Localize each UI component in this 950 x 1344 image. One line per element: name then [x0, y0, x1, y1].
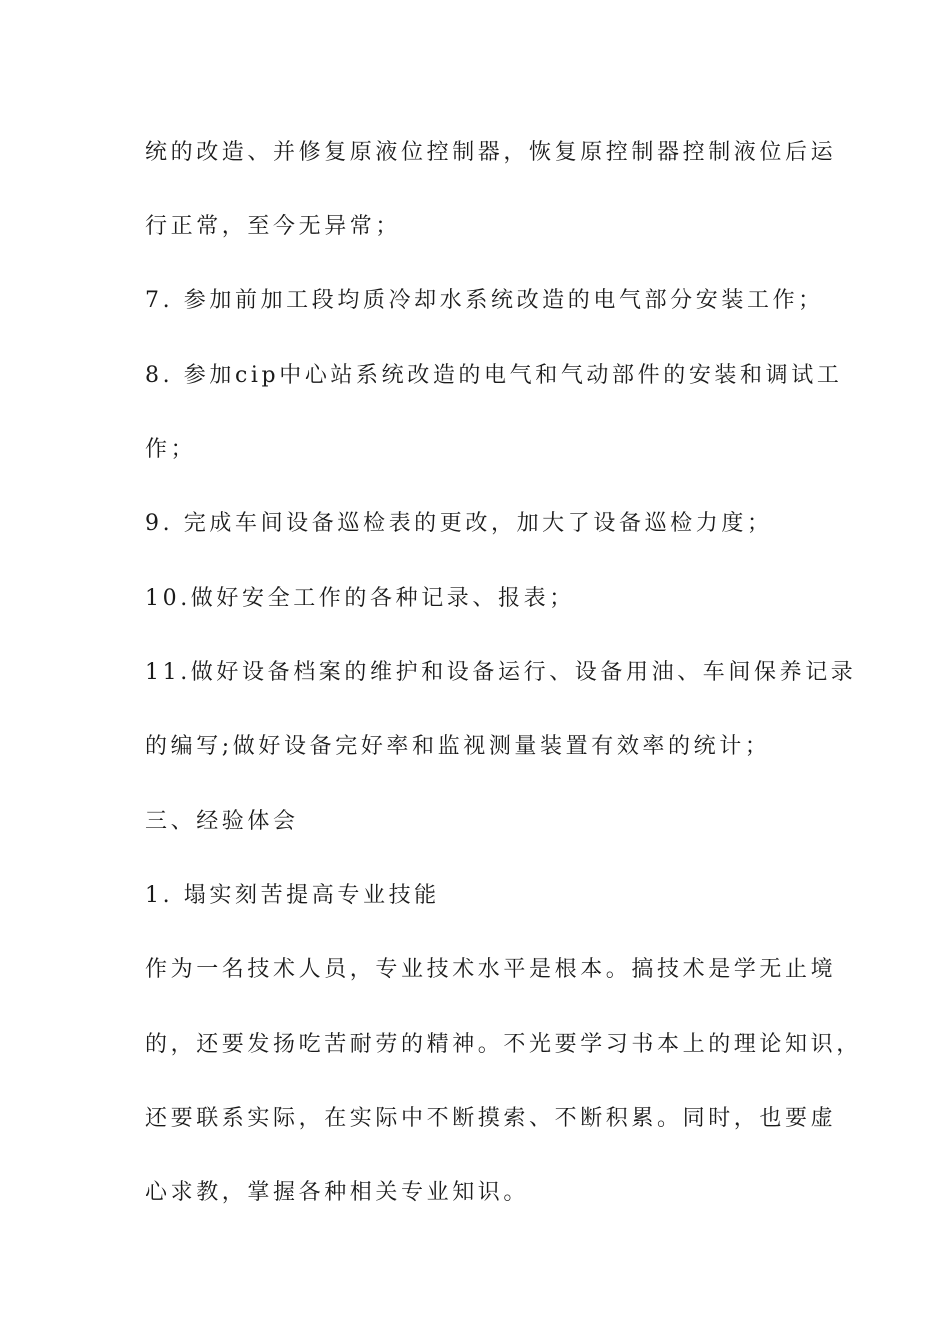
paragraph-line: 的，还要发扬吃苦耐劳的精神。不光要学习书本上的理论知识， [145, 1032, 862, 1057]
list-item-10: 10.做好安全工作的各种记录、报表； [145, 586, 575, 611]
paragraph-line: 作为一名技术人员，专业技术水平是根本。搞技术是学无止境 [145, 957, 837, 982]
list-item-11: 11.做好设备档案的维护和设备运行、设备用油、车间保养记录 [145, 660, 857, 685]
paragraph-line: 统的改造、并修复原液位控制器，恢复原控制器控制液位后运 [145, 140, 837, 165]
list-item-8: 8. 参加cip中心站系统改造的电气和气动部件的安装和调试工 [145, 363, 843, 388]
list-item-9: 9. 完成车间设备巡检表的更改，加大了设备巡检力度； [145, 511, 773, 536]
paragraph-line: 还要联系实际，在实际中不断摸索、不断积累。同时，也要虚 [145, 1106, 837, 1131]
paragraph-line: 心求教，掌握各种相关专业知识。 [145, 1180, 530, 1205]
paragraph-line: 作； [145, 437, 197, 462]
paragraph-line: 的编写;做好设备完好率和监视测量装置有效率的统计； [145, 734, 771, 759]
section-heading: 三、经验体会 [145, 809, 299, 834]
subsection-heading: 1. 塌实刻苦提高专业技能 [145, 883, 440, 908]
paragraph-line: 行正常，至今无异常； [145, 214, 402, 239]
list-item-7: 7. 参加前加工段均质冷却水系统改造的电气部分安装工作； [145, 288, 824, 313]
